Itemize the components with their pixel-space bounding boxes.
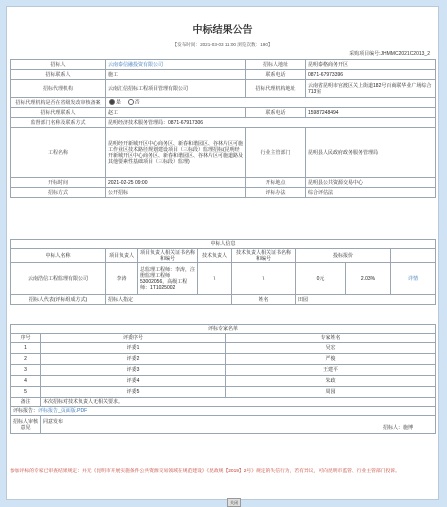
rep-name-value: 田园 xyxy=(296,295,436,305)
bid-method-label: 招标方式 xyxy=(11,188,106,198)
winner-header-leader: 项目负责人 xyxy=(106,249,138,263)
agency-record-options xyxy=(106,98,436,108)
expert-group: 评委5 xyxy=(41,387,226,398)
expert-no: 2 xyxy=(11,354,41,365)
radio-yes[interactable] xyxy=(109,99,115,105)
winner-header-tech: 技术负责人 xyxy=(198,249,232,263)
project-name-value: 昆明经开新城开区中心商务区、新春和谐园区、谷林片区可施工作业区技术路径规划建设项目（三标段）监理招标(昆明经开新城开区中心商务区、新春和谐园区、谷林片区可施道路及其他要素性基础项目（三标段）监理) xyxy=(106,128,246,178)
expert-name: 王建平 xyxy=(226,365,436,376)
winner-quote: 0元 xyxy=(296,263,346,295)
agency-value: 云南汇信招标工程项目管理有限公司 xyxy=(106,80,246,98)
approval-label: 招标人审核意见 xyxy=(11,416,41,434)
tenderer-value: 云南泰信融投资有限公司 xyxy=(106,60,246,70)
winner-leader: 李涛 xyxy=(106,263,138,295)
supervise-label: 监督部门名称及联系方式 xyxy=(11,118,106,128)
winner-tech: \ xyxy=(198,263,232,295)
bid-method-value: 公开招标 xyxy=(106,188,246,198)
radio-no[interactable] xyxy=(128,99,134,105)
info-table xyxy=(10,59,436,198)
winner-table xyxy=(10,239,436,305)
announcement-page xyxy=(6,6,439,505)
radio-no-label: 否 xyxy=(134,99,140,106)
experts-table xyxy=(10,324,436,434)
expert-name: 吴宏 xyxy=(226,343,436,354)
signature: 招标人：施博 xyxy=(382,424,413,431)
open-place-value: 昆明县公共资源交易中心 xyxy=(306,178,436,188)
rep-label: 招标人代表(评标组成方式) xyxy=(11,295,106,305)
experts-col-no: 序号 xyxy=(11,334,41,343)
table-row xyxy=(11,387,436,398)
winner-header-tech-cert: 技术负责人相关证书名称和编号 xyxy=(232,249,296,263)
tenderer-label: 招标人 xyxy=(11,60,106,70)
expert-group: 评委1 xyxy=(41,343,226,354)
winner-tech-cert: \ xyxy=(232,263,296,295)
tenderer-contact-label: 招标联系人 xyxy=(11,70,106,80)
expert-group: 评委4 xyxy=(41,376,226,387)
table-row xyxy=(11,365,436,376)
agency-contact-value: 赵工 xyxy=(106,108,246,118)
phone-label: 联系电话 xyxy=(246,70,306,80)
rep-value: 招标人指定 xyxy=(106,295,232,305)
notice-text: 参加评标的专家已审查结果规定：并无《昆明市开展实施条件公共资源交易领域在规范建设》《昆政规【2019】2号》规定的失信行为，若有异议，可向昆明市监管、行业主管部门投诉。 xyxy=(10,469,400,474)
expert-group: 评委2 xyxy=(41,354,226,365)
supervise-value: 昆明经济技术服务管理局：0871-67917306 xyxy=(106,118,436,128)
expert-name: 严俊 xyxy=(226,354,436,365)
open-time-value: 2021-02-25 09:00 xyxy=(106,178,246,188)
eval-method-label: 评标办法 xyxy=(246,188,306,198)
winner-header-leader-cert: 项目负责人相关证书名称和编号 xyxy=(138,249,198,263)
close-button[interactable]: 关闭 xyxy=(227,498,241,507)
industry-value: 昆明县人民政府政务服务管理局 xyxy=(306,128,436,178)
expert-name: 周园 xyxy=(226,387,436,398)
expert-name: 朱政 xyxy=(226,376,436,387)
winner-name: 云南浩信工程监理有限公司 xyxy=(11,263,106,295)
approval-cell xyxy=(41,416,436,434)
agency-phone-label: 联系电话 xyxy=(246,108,306,118)
table-row xyxy=(11,343,436,354)
winner-detail-link[interactable]: 详情 xyxy=(391,263,436,295)
agency-phone-value: 15987248494 xyxy=(306,108,436,118)
agency-addr-label: 招标代理机构地址 xyxy=(246,80,306,98)
open-time-label: 开标时间 xyxy=(11,178,106,188)
approval-value: 同意发布 xyxy=(43,418,64,425)
expert-no: 5 xyxy=(11,387,41,398)
report-link[interactable]: 评标报告_页面版.PDF xyxy=(38,408,88,414)
table-row xyxy=(11,376,436,387)
page-title: 中标结果公告 xyxy=(192,25,253,36)
expert-no: 4 xyxy=(11,376,41,387)
phone-value: 0871-67973396 xyxy=(306,70,436,80)
table-row xyxy=(11,354,436,365)
tenderer-contact-value: 施工 xyxy=(106,70,246,80)
experts-section-title: 评标专家名单 xyxy=(11,325,436,334)
tenderer-addr-label: 招标人地址 xyxy=(246,60,306,70)
winner-section-title: 中标人信息 xyxy=(11,240,436,249)
winner-header-blank xyxy=(391,249,436,263)
project-number: 采购项目编号:JHMMC2021C2013_2 xyxy=(349,51,430,57)
experts-col-group: 评委序号 xyxy=(41,334,226,343)
agency-contact-label: 招标代理联系人 xyxy=(11,108,106,118)
eval-method-value: 综合评估法 xyxy=(306,188,436,198)
open-place-label: 开标地点 xyxy=(246,178,306,188)
rep-name-label: 姓名 xyxy=(232,295,296,305)
winner-header-name: 中标人名称 xyxy=(11,249,106,263)
agency-record-label: 招标代理机构是否在省级发改审核备案 xyxy=(11,98,106,108)
industry-label: 行业主管部门 xyxy=(246,128,306,178)
winner-header-quote: 投标报价 xyxy=(296,249,391,263)
agency-addr-value: 云南省昆明市官渡区关上街道182号百商联华业广场综合713室 xyxy=(306,80,436,98)
radio-yes-label: 是 xyxy=(116,99,122,106)
project-name-label: 工程名称 xyxy=(11,128,106,178)
winner-leader-cert: 总监理工程师：李涛，注册监理工程师 53002056，高级工程师：1T1025002 xyxy=(138,263,198,295)
report-label: 评标报告： xyxy=(13,408,39,414)
expert-no: 1 xyxy=(11,343,41,354)
expert-group: 评委3 xyxy=(41,365,226,376)
experts-col-name: 专家姓名 xyxy=(226,334,436,343)
remark-value: 本次招标对技术负责人无相关要求。 xyxy=(41,398,436,407)
agency-label: 招标代理机构 xyxy=(11,80,106,98)
report-row xyxy=(11,407,436,416)
expert-no: 3 xyxy=(11,365,41,376)
remark-label: 备注 xyxy=(11,398,41,407)
tenderer-addr-value: 昆明泰格商务开区 xyxy=(306,60,436,70)
winner-rate: 2.03% xyxy=(346,263,391,295)
publish-info: 【发布时间：2021-03-03 11:00 浏览次数：190】 xyxy=(172,42,273,47)
